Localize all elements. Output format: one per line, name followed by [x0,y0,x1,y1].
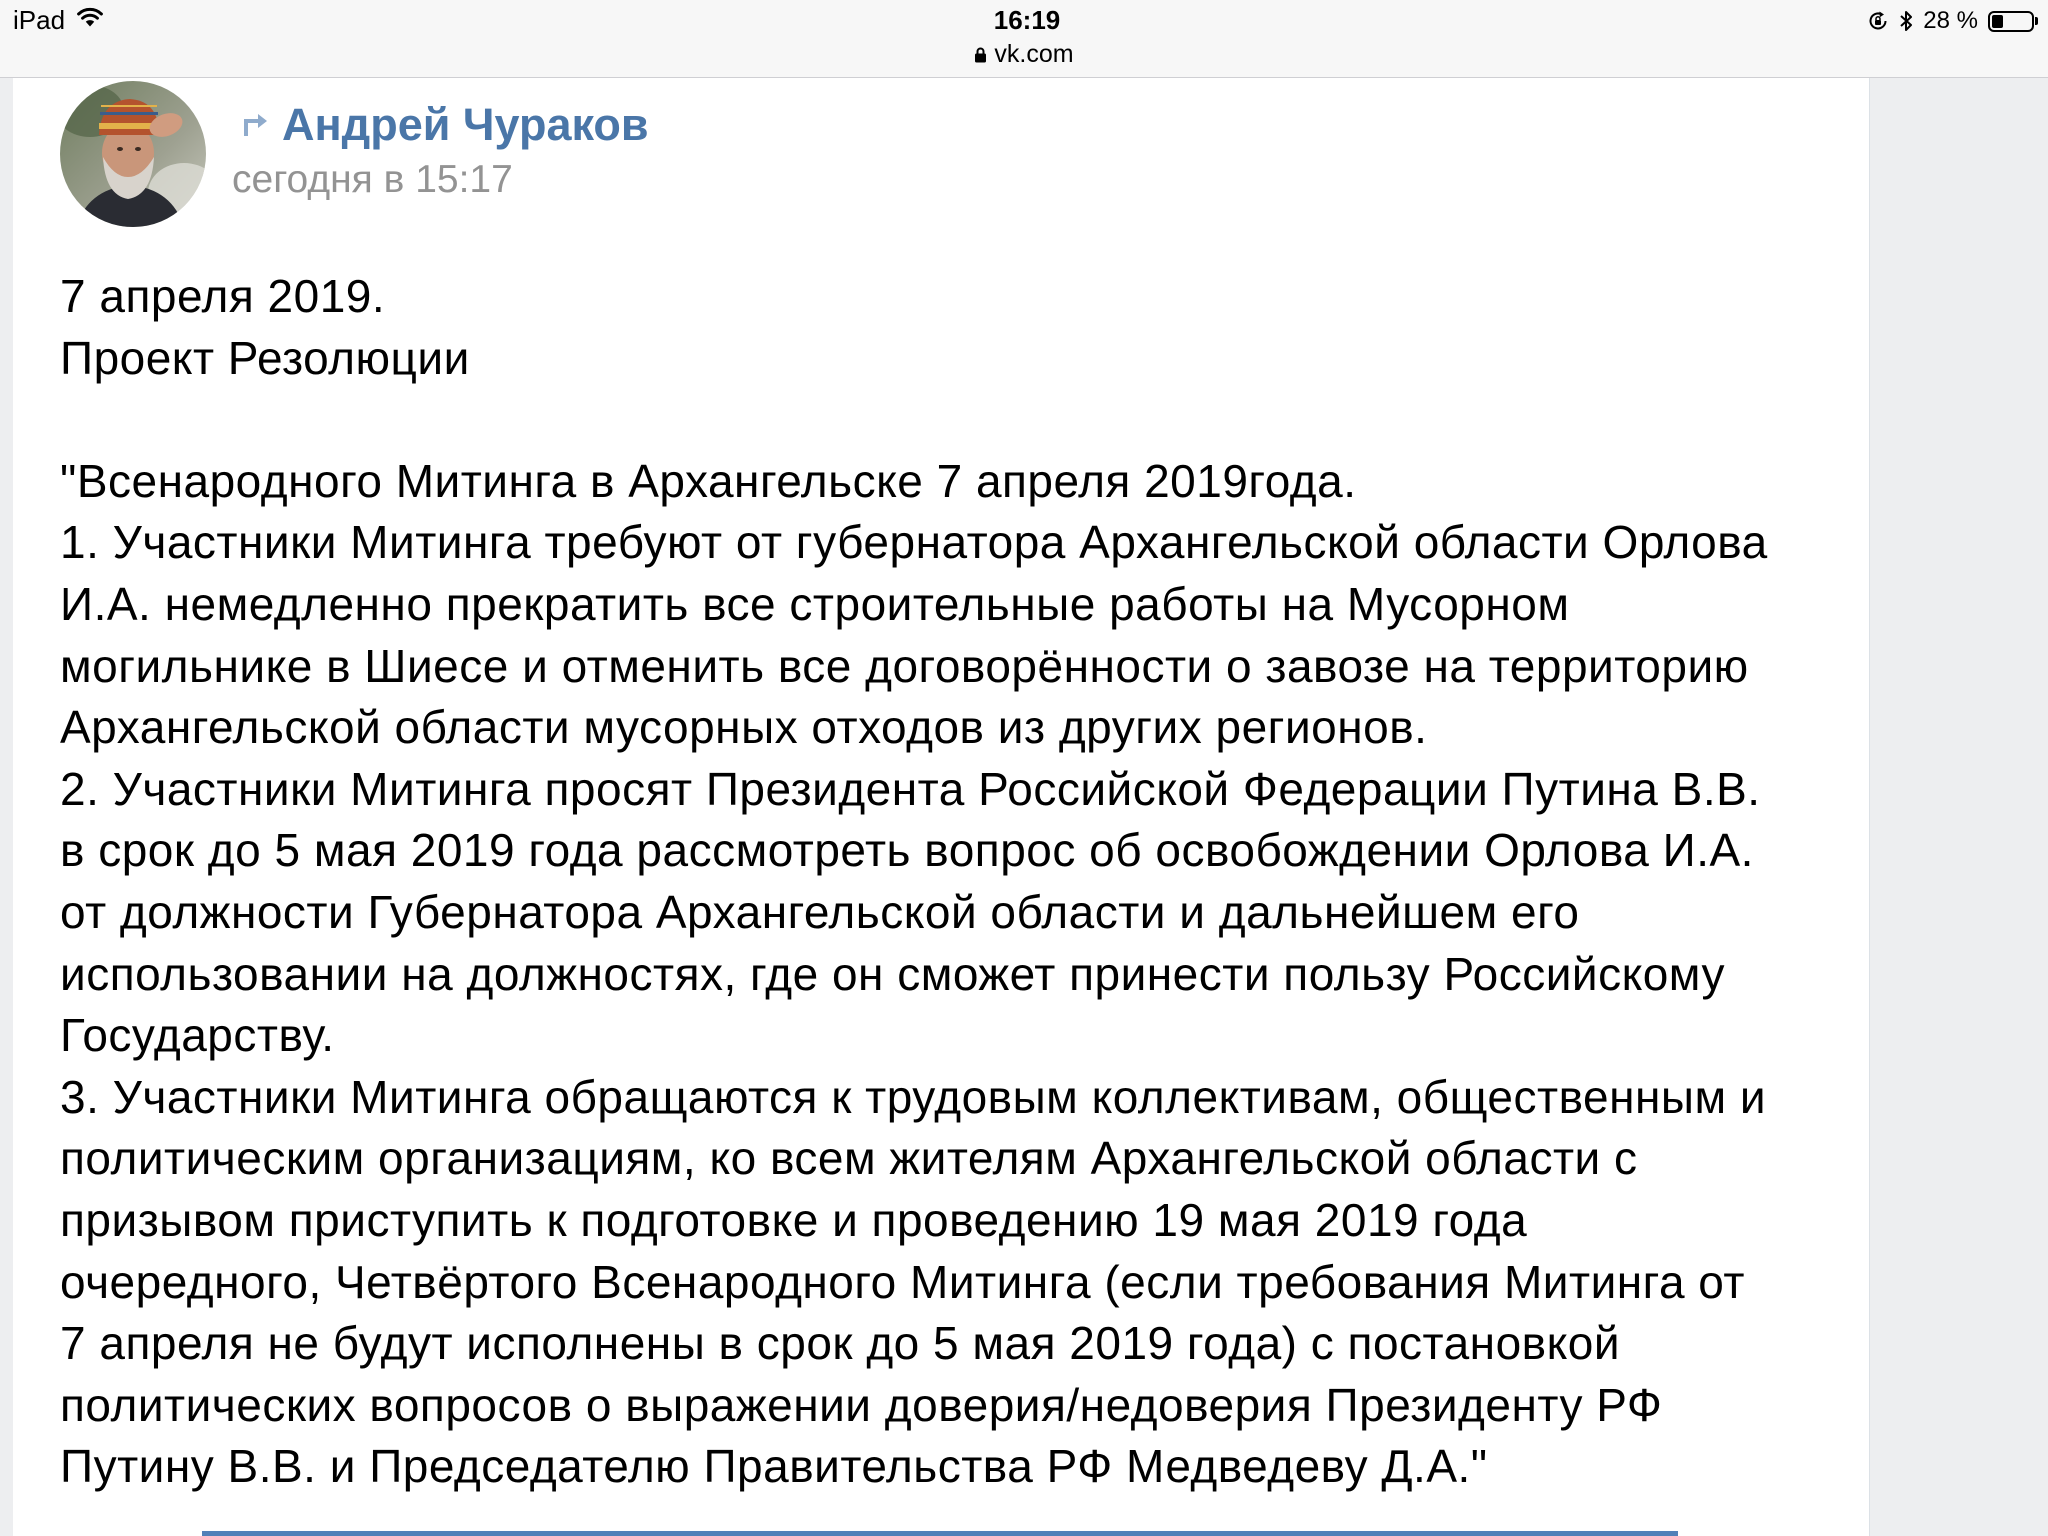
text-line: 7 апреля не будут исполнены в срок до 5 мая 2019 года) с постановкой [60,1317,1621,1370]
text-line: использовании на должностях, где он сможет принести пользу Российскому [60,947,1725,1000]
post-body [60,451,1768,1498]
text-line: политическим организациям, ко всем жителям Архангельской области с [60,1132,1638,1185]
text-line: политических вопросов о выражении доверия/недоверия Президенту РФ [60,1378,1663,1431]
battery-level [1992,15,2003,28]
lock-icon [974,46,987,63]
status-bar [0,0,2048,78]
status-indicators [1867,6,2038,36]
url-text[interactable]: vk.com [994,40,1074,68]
text-line: "Всенародного Митинга в Архангельске 7 апреля 2019года. [60,454,1357,507]
text-line: Государству. [60,1009,335,1062]
text-line: Проект Резолюции [60,331,470,384]
battery-percent: 28 % [1923,7,1978,34]
text-line: Путину В.В. и Председателю Правительства РФ Медведеву Д.А." [60,1440,1488,1493]
battery-nub [2035,17,2038,25]
text-line: 7 апреля 2019. [60,270,386,322]
text-line: очередного, Четвёртого Всенародного Митинга (если требования Митинга от [60,1255,1745,1308]
post-card [13,78,1870,1536]
bluetooth-icon [1899,9,1913,33]
avatar[interactable] [60,81,206,227]
text-line: 2. Участники Митинга просят Президента Российской Федерации Путина В.В. [60,762,1761,815]
text-line: призывом приступить к подготовке и проведению 19 мая 2019 года [60,1193,1528,1246]
post-header [60,266,1768,389]
orientation-lock-icon [1867,10,1889,32]
battery-body [1988,11,2034,32]
text-line: 3. Участники Митинга обращаются к трудовым коллективам, общественным и [60,1070,1767,1123]
post-date[interactable]: сегодня в 15:17 [232,158,513,201]
clock: 16:19 [993,5,1061,35]
text-line: И.А. немедленно прекратить все строительные работы на Мусорном [60,577,1570,630]
repost-icon [242,111,269,138]
device-name: iPad [13,5,66,35]
address-bar[interactable] [0,39,2048,69]
text-line: Архангельской области мусорных отходов из других регионов. [60,701,1428,754]
text-line: от должности Губернатора Архангельской области и дальнейшем его [60,885,1580,938]
text-line: могильнике в Шиесе и отменить все договорённости о завозе на территорию [60,639,1749,692]
battery-icon [1988,11,2038,32]
avatar-photo [60,81,206,227]
attachment-top-edge[interactable] [202,1531,1678,1536]
post-text [60,266,1768,1498]
author-name[interactable]: Андрей Чураков [282,99,649,150]
text-line: 1. Участники Митинга требуют от губернатора Архангельской области Орлова [60,516,1768,569]
text-line: в срок до 5 мая 2019 года рассмотреть вопрос об освобождении Орлова И.А. [60,824,1754,877]
